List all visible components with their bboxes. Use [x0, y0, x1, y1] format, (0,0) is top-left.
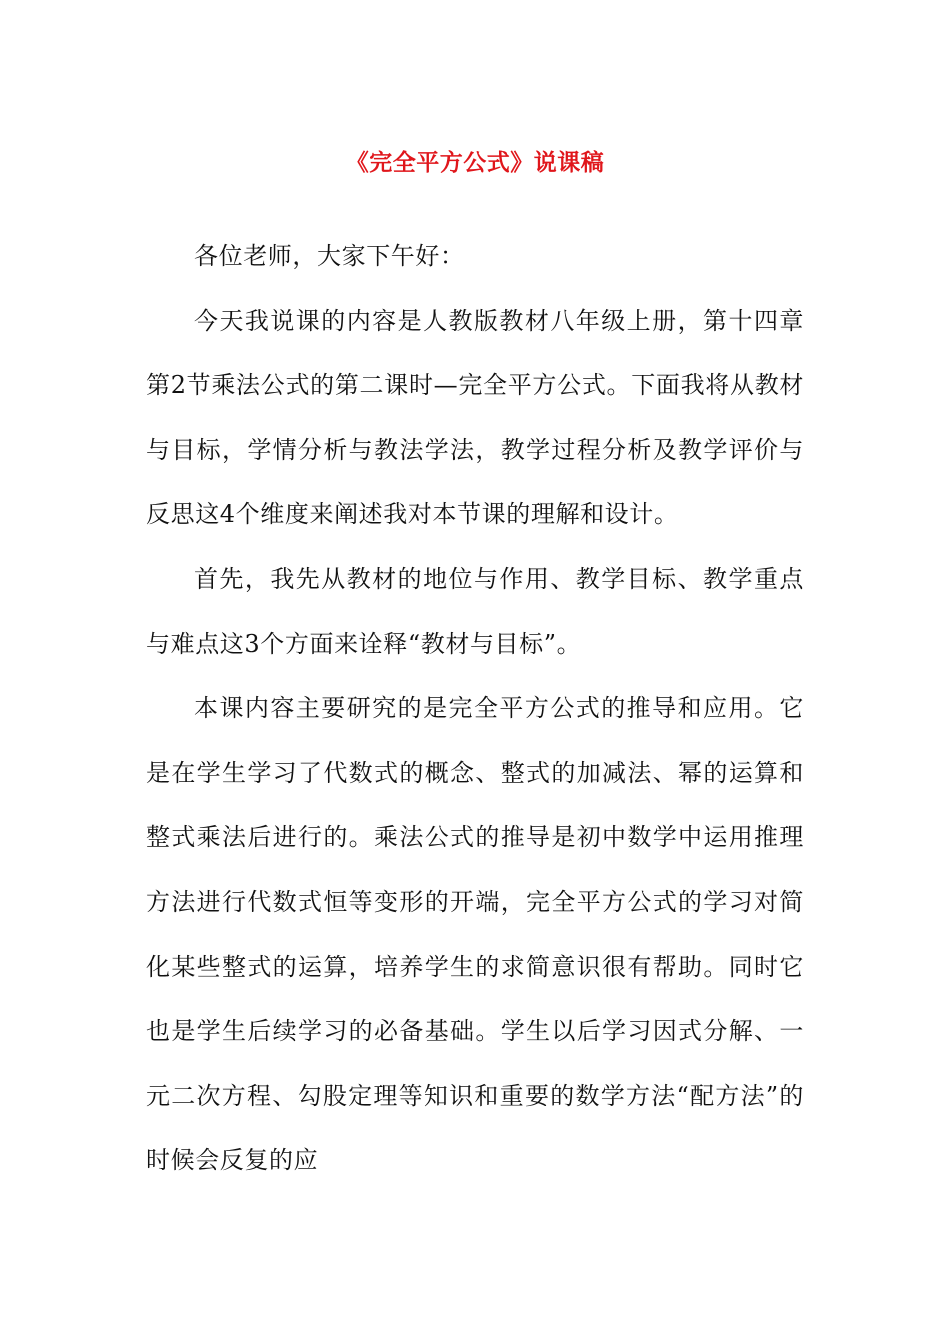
- paragraph-content-analysis: 本课内容主要研究的是完全平方公式的推导和应用。它是在学生学习了代数式的概念、整式的加减法、幂的运算和整式乘法后进行的。乘法公式的推导是初中数学中运用推理方法进行代数式恒等变形的开端，完全平方公式的学习对简化某些整式的运算，培养学生的求简意识很有帮助。同时它也是学生后续学习的必备基础。学生以后学习因式分解、一元二次方程、勾股定理等知识和重要的数学方法“配方法”的时候会反复的应: [146, 694, 804, 1175]
- paragraph-introduction: 今天我说课的内容是人教版教材八年级上册，第十四章第2节乘法公式的第二课时—完全平方公式。下面我将从教材与目标，学情分析与教法学法，教学过程分析及教学评价与反思这4个维度来阐述我对本节课的理解和设计。: [146, 306, 804, 529]
- paragraph-overview: 首先，我先从教材的地位与作用、教学目标、教学重点与难点这3个方面来诠释“教材与目标”。: [146, 564, 804, 658]
- document-body: [146, 224, 804, 1193]
- document-title: 《完全平方公式》说课稿: [345, 149, 605, 176]
- paragraph-greeting: 各位老师，大家下午好：: [194, 242, 465, 270]
